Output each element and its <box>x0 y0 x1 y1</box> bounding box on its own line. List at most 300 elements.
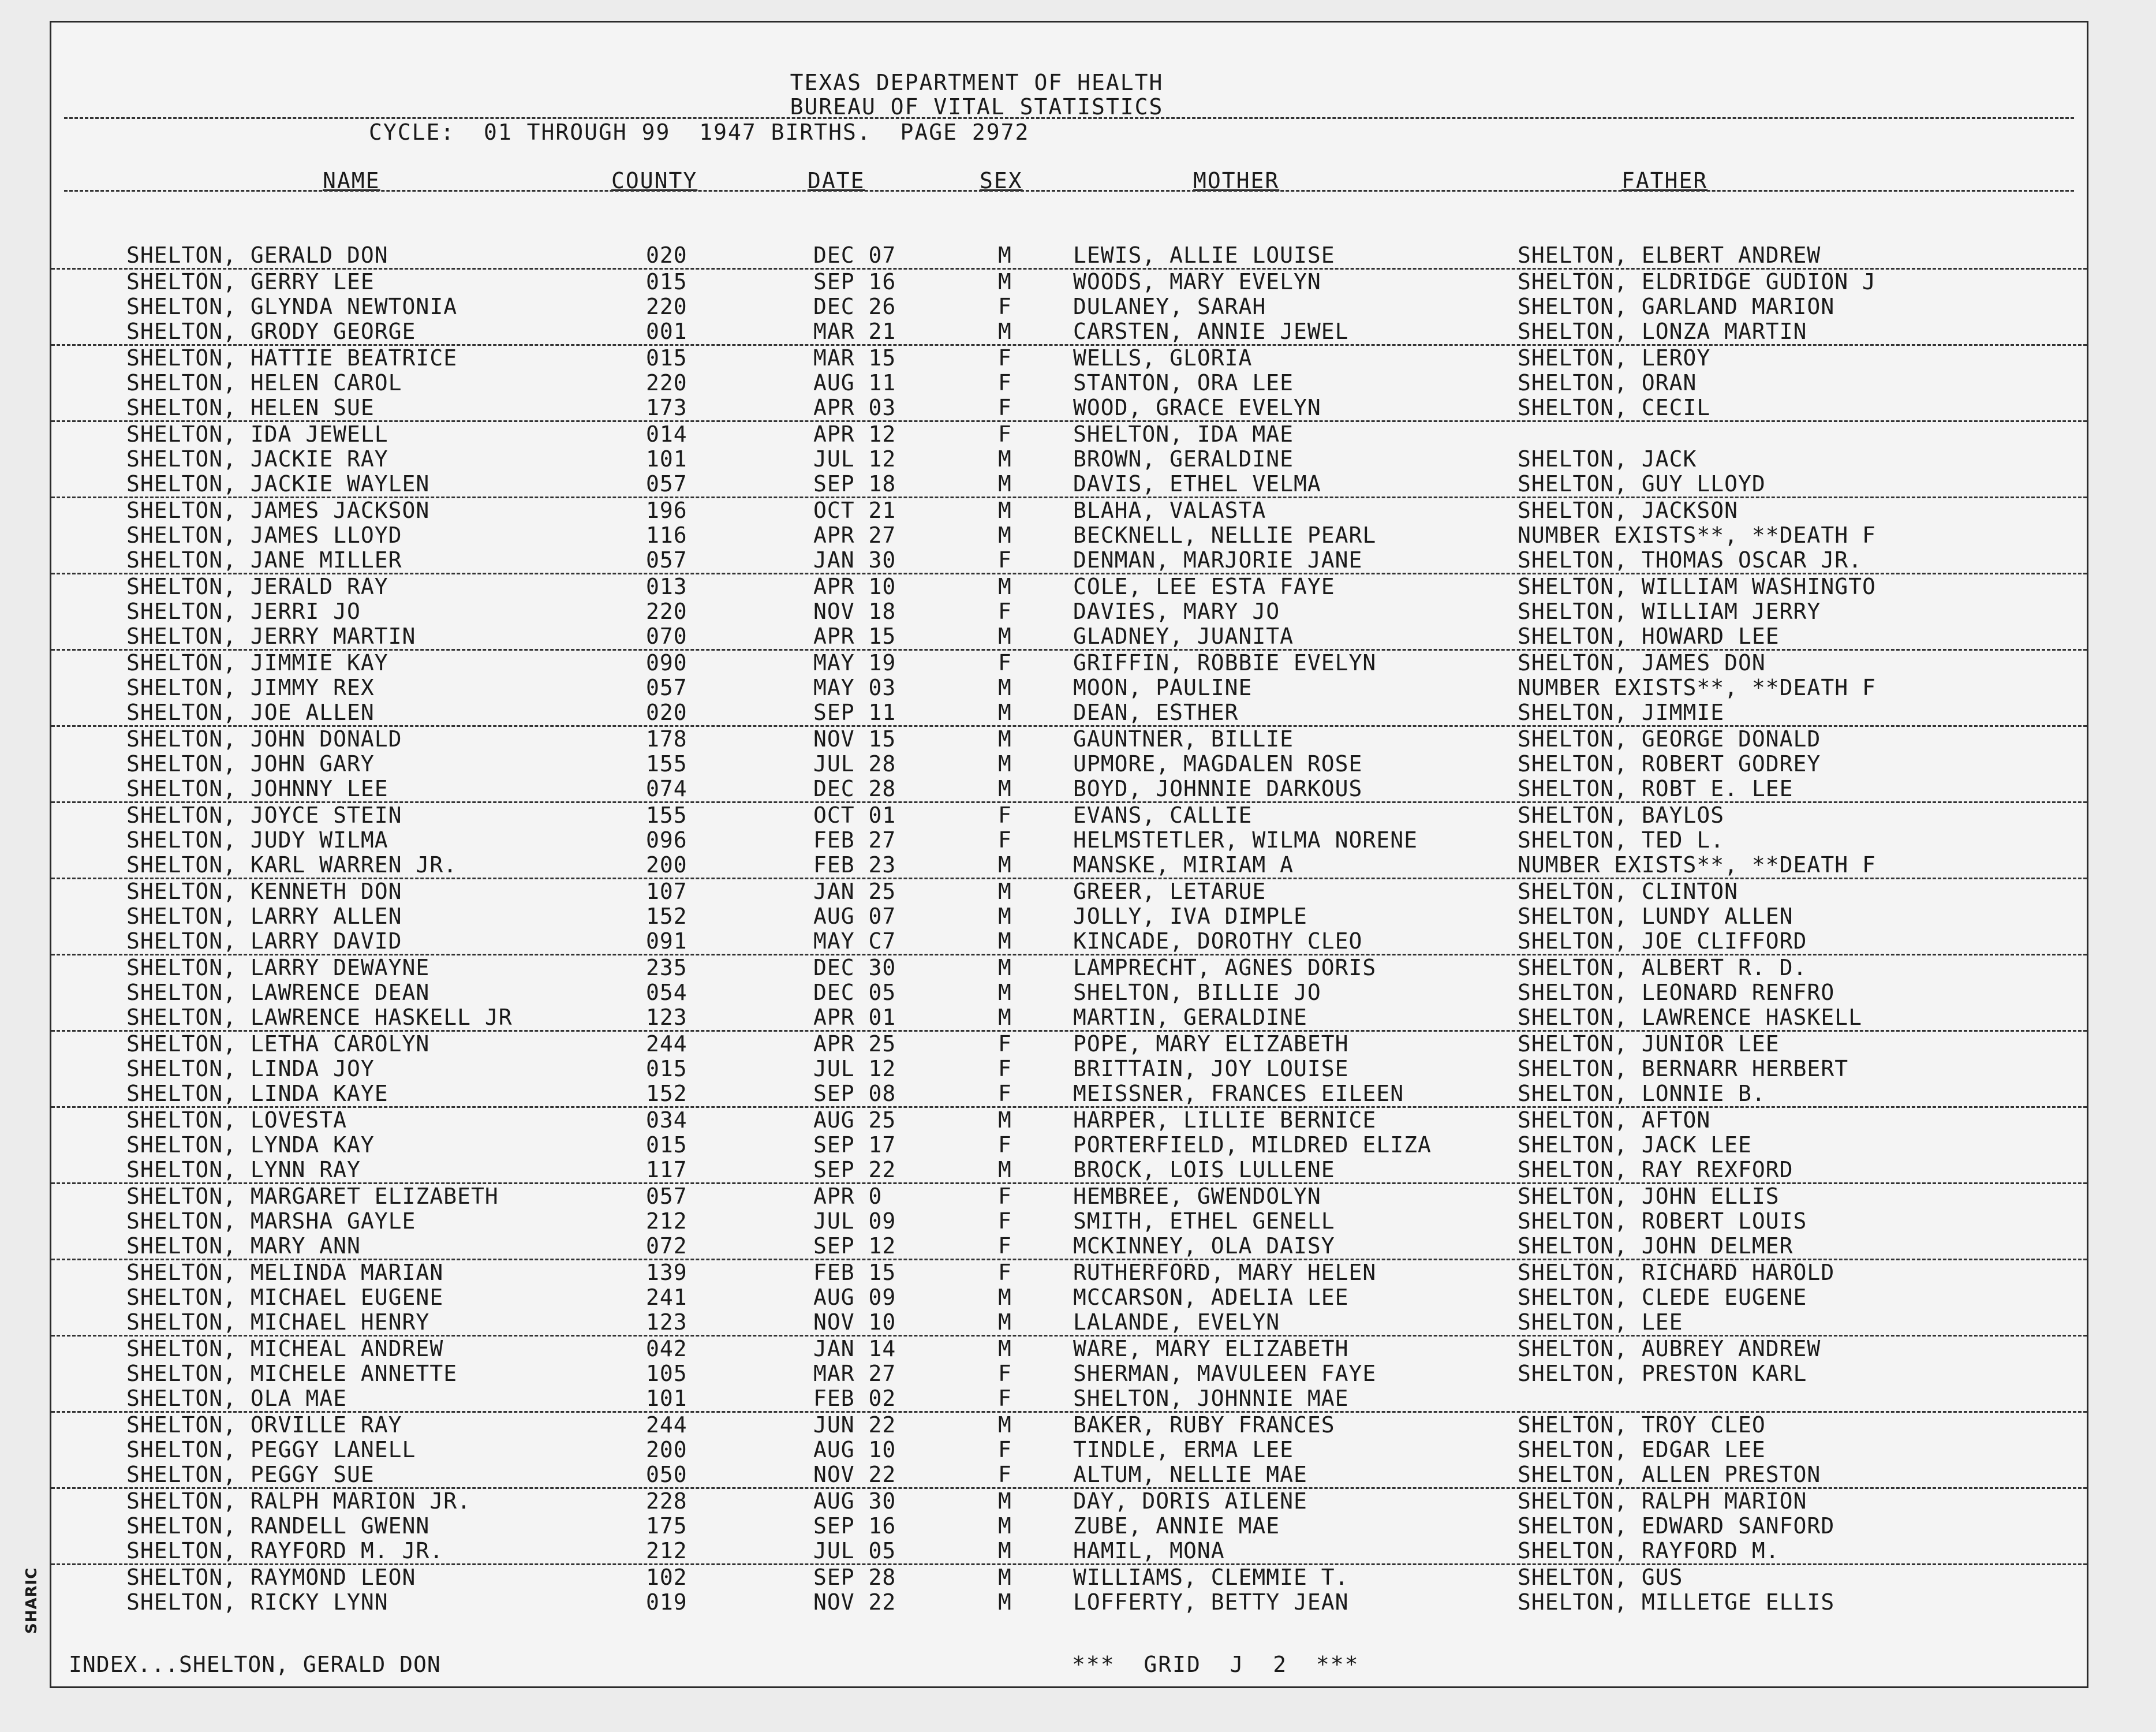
cell-county: 173 <box>646 395 687 420</box>
table-row <box>51 548 2087 574</box>
cell-date: APR 03 <box>813 395 896 420</box>
cell-father: SHELTON, AFTON <box>1518 1107 1711 1133</box>
cell-name: SHELTON, JACKIE WAYLEN <box>126 471 430 497</box>
cell-sex: M <box>998 1336 1012 1361</box>
table-row <box>51 346 2087 371</box>
cell-name: SHELTON, MICHAEL EUGENE <box>126 1285 444 1310</box>
cell-sex: F <box>998 802 1012 828</box>
cell-mother: WELLS, GLORIA <box>1073 345 1253 371</box>
cell-father: SHELTON, LEE <box>1518 1309 1683 1335</box>
cell-name: SHELTON, JOE ALLEN <box>126 700 375 725</box>
cell-sex: F <box>998 1386 1012 1411</box>
cell-father: SHELTON, RICHARD HAROLD <box>1518 1260 1835 1285</box>
cell-mother: CARSTEN, ANNIE JEWEL <box>1073 319 1349 344</box>
cell-mother: DEAN, ESTHER <box>1073 700 1239 725</box>
cell-date: NOV 15 <box>813 726 896 752</box>
cell-mother: SHELTON, IDA MAE <box>1073 421 1294 447</box>
cell-name: SHELTON, RICKY LYNN <box>126 1589 388 1615</box>
cell-date: DEC 30 <box>813 955 896 980</box>
table-row <box>51 243 2087 270</box>
table-row <box>51 422 2087 447</box>
bureau-title: BUREAU OF VITAL STATISTICS <box>790 94 1164 120</box>
cell-county: 057 <box>646 1184 687 1209</box>
cell-sex: F <box>998 827 1012 853</box>
cell-name: SHELTON, RALPH MARION JR. <box>126 1488 471 1514</box>
table-row <box>51 803 2087 828</box>
table-row <box>51 1081 2087 1108</box>
cell-mother: SHERMAN, MAVULEEN FAYE <box>1073 1361 1377 1386</box>
cell-father: SHELTON, GARLAND MARION <box>1518 294 1835 319</box>
cell-date: JUL 28 <box>813 751 896 777</box>
table-row <box>51 929 2087 955</box>
table-row <box>51 1337 2087 1361</box>
cell-mother: SHELTON, JOHNNIE MAE <box>1073 1386 1349 1411</box>
cell-date: SEP 16 <box>813 269 896 294</box>
cell-county: 074 <box>646 776 687 801</box>
table-row <box>51 879 2087 904</box>
cell-mother: BOYD, JOHNNIE DARKOUS <box>1073 776 1363 801</box>
cell-date: FEB 15 <box>813 1260 896 1285</box>
cell-county: 152 <box>646 1081 687 1106</box>
cycle-line: CYCLE: 01 THROUGH 99 1947 BIRTHS. PAGE 2972 <box>369 120 1030 145</box>
cell-date: SEP 11 <box>813 700 896 725</box>
cell-date: APR 25 <box>813 1031 896 1057</box>
cell-sex: M <box>998 1157 1012 1182</box>
cell-county: 057 <box>646 547 687 573</box>
cell-date: JAN 14 <box>813 1336 896 1361</box>
cell-mother: KINCADE, DOROTHY CLEO <box>1073 928 1363 954</box>
cell-father: SHELTON, RAYFORD M. <box>1518 1538 1780 1563</box>
cell-father: SHELTON, AUBREY ANDREW <box>1518 1336 1821 1361</box>
cell-name: SHELTON, LOVESTA <box>126 1107 347 1133</box>
cell-mother: MEISSNER, FRANCES EILEEN <box>1073 1081 1404 1106</box>
cell-sex: M <box>998 776 1012 801</box>
table-row <box>51 1413 2087 1438</box>
cell-date: SEP 28 <box>813 1565 896 1590</box>
cell-date: NOV 10 <box>813 1309 896 1335</box>
cell-mother: ALTUM, NELLIE MAE <box>1073 1462 1307 1487</box>
cell-sex: M <box>998 446 1012 472</box>
table-row <box>51 1386 2087 1413</box>
cell-name: SHELTON, MELINDA MARIAN <box>126 1260 444 1285</box>
cell-mother: RUTHERFORD, MARY HELEN <box>1073 1260 1377 1285</box>
index-label: INDEX...SHELTON, GERALD DON <box>69 1652 441 1677</box>
cell-father: SHELTON, LEROY <box>1518 345 1711 371</box>
cell-date: DEC 28 <box>813 776 896 801</box>
cell-name: SHELTON, JIMMIE KAY <box>126 650 388 675</box>
table-row <box>51 624 2087 651</box>
cell-sex: M <box>998 574 1012 599</box>
table-row <box>51 498 2087 523</box>
cell-sex: M <box>998 1412 1012 1438</box>
cell-date: AUG 25 <box>813 1107 896 1133</box>
cell-county: 019 <box>646 1589 687 1615</box>
cell-name: SHELTON, MARSHA GAYLE <box>126 1208 416 1234</box>
table-row <box>51 294 2087 319</box>
cell-name: SHELTON, HATTIE BEATRICE <box>126 345 458 371</box>
cell-name: SHELTON, OLA MAE <box>126 1386 347 1411</box>
cell-county: 015 <box>646 269 687 294</box>
cell-name: SHELTON, JUDY WILMA <box>126 827 388 853</box>
cell-sex: F <box>998 1462 1012 1487</box>
cell-sex: M <box>998 1107 1012 1133</box>
cell-name: SHELTON, JOHN GARY <box>126 751 375 777</box>
cell-sex: M <box>998 700 1012 725</box>
cell-father: SHELTON, GUS <box>1518 1565 1683 1590</box>
cell-date: APR 27 <box>813 522 896 548</box>
cell-father: SHELTON, WILLIAM JERRY <box>1518 599 1821 624</box>
cell-county: 072 <box>646 1233 687 1259</box>
cell-sex: M <box>998 928 1012 954</box>
cell-mother: DENMAN, MARJORIE JANE <box>1073 547 1363 573</box>
cell-name: SHELTON, MICHELE ANNETTE <box>126 1361 458 1386</box>
cell-name: SHELTON, IDA JEWELL <box>126 421 388 447</box>
cell-mother: BROWN, GERALDINE <box>1073 446 1294 472</box>
cell-sex: M <box>998 269 1012 294</box>
cell-father: SHELTON, JACK <box>1518 446 1697 472</box>
cell-sex: F <box>998 1031 1012 1057</box>
cell-sex: M <box>998 624 1012 649</box>
cell-sex: M <box>998 1285 1012 1310</box>
cell-date: AUG 09 <box>813 1285 896 1310</box>
cell-date: SEP 16 <box>813 1513 896 1539</box>
cell-date: FEB 23 <box>813 852 896 878</box>
cell-mother: HEMBREE, GWENDOLYN <box>1073 1184 1321 1209</box>
cell-sex: M <box>998 522 1012 548</box>
department-title: TEXAS DEPARTMENT OF HEALTH <box>790 70 1164 95</box>
header-divider <box>64 117 2074 119</box>
cell-name: SHELTON, LYNDA KAY <box>126 1132 375 1158</box>
cell-father: SHELTON, JIMMIE <box>1518 700 1725 725</box>
cell-father: SHELTON, JAMES DON <box>1518 650 1766 675</box>
cell-father: NUMBER EXISTS**, **DEATH F <box>1518 675 1876 700</box>
table-row <box>51 1590 2087 1615</box>
cell-date: NOV 18 <box>813 599 896 624</box>
cell-sex: F <box>998 1437 1012 1462</box>
cell-mother: LEWIS, ALLIE LOUISE <box>1073 242 1335 268</box>
cell-name: SHELTON, LINDA KAYE <box>126 1081 388 1106</box>
cell-county: 200 <box>646 852 687 878</box>
cell-sex: M <box>998 1488 1012 1514</box>
cell-date: JAN 30 <box>813 547 896 573</box>
cell-date: OCT 01 <box>813 802 896 828</box>
cell-sex: M <box>998 498 1012 523</box>
cell-date: AUG 10 <box>813 1437 896 1462</box>
cell-mother: LOFFERTY, BETTY JEAN <box>1073 1589 1349 1615</box>
cell-father: SHELTON, LAWRENCE HASKELL <box>1518 1005 1862 1030</box>
cell-county: 034 <box>646 1107 687 1133</box>
cell-name: SHELTON, LETHA CAROLYN <box>126 1031 430 1057</box>
cell-father: SHELTON, EDWARD SANFORD <box>1518 1513 1835 1539</box>
cell-name: SHELTON, MICHAEL HENRY <box>126 1309 430 1335</box>
record-page <box>50 21 2088 1688</box>
cell-date: SEP 17 <box>813 1132 896 1158</box>
column-header-divider <box>64 190 2074 192</box>
cell-county: 212 <box>646 1208 687 1234</box>
cell-sex: M <box>998 980 1012 1005</box>
cell-date: APR 12 <box>813 421 896 447</box>
table-row <box>51 319 2087 346</box>
cell-mother: BRITTAIN, JOY LOUISE <box>1073 1056 1349 1081</box>
cell-name: SHELTON, JOHNNY LEE <box>126 776 388 801</box>
cell-name: SHELTON, RAYMOND LEON <box>126 1565 416 1590</box>
table-row <box>51 1565 2087 1590</box>
table-row <box>51 1133 2087 1158</box>
cell-county: 123 <box>646 1309 687 1335</box>
cell-sex: F <box>998 370 1012 395</box>
cell-name: SHELTON, GERRY LEE <box>126 269 375 294</box>
table-row <box>51 395 2087 422</box>
cell-mother: JOLLY, IVA DIMPLE <box>1073 904 1307 929</box>
cell-county: 013 <box>646 574 687 599</box>
cell-mother: MOON, PAULINE <box>1073 675 1253 700</box>
cell-sex: F <box>998 1132 1012 1158</box>
cell-sex: M <box>998 1309 1012 1335</box>
column-header-father: FATHER <box>1621 168 1708 193</box>
cell-name: SHELTON, JERRI JO <box>126 599 361 624</box>
cell-date: JUL 09 <box>813 1208 896 1234</box>
cell-sex: M <box>998 904 1012 929</box>
cell-date: MAY C7 <box>813 928 896 954</box>
cell-father: SHELTON, JACKSON <box>1518 498 1739 523</box>
cell-mother: MARTIN, GERALDINE <box>1073 1005 1307 1030</box>
cell-name: SHELTON, JOHN DONALD <box>126 726 402 752</box>
cell-sex: M <box>998 726 1012 752</box>
cell-county: 102 <box>646 1565 687 1590</box>
cell-date: SEP 12 <box>813 1233 896 1259</box>
cell-name: SHELTON, LARRY DAVID <box>126 928 402 954</box>
cell-name: SHELTON, HELEN SUE <box>126 395 375 420</box>
table-row <box>51 1260 2087 1285</box>
table-row <box>51 523 2087 548</box>
cell-sex: M <box>998 675 1012 700</box>
cell-sex: F <box>998 421 1012 447</box>
cell-date: NOV 22 <box>813 1462 896 1487</box>
cell-county: 228 <box>646 1488 687 1514</box>
cell-sex: F <box>998 599 1012 624</box>
cell-county: 101 <box>646 446 687 472</box>
column-header-mother: MOTHER <box>1193 168 1280 193</box>
cell-sex: M <box>998 242 1012 268</box>
table-row <box>51 752 2087 777</box>
table-row <box>51 1108 2087 1133</box>
cell-county: 152 <box>646 904 687 929</box>
cell-name: SHELTON, LAWRENCE DEAN <box>126 980 430 1005</box>
cell-sex: M <box>998 471 1012 497</box>
table-row <box>51 1158 2087 1184</box>
cell-father: SHELTON, WILLIAM WASHINGTO <box>1518 574 1876 599</box>
cell-name: SHELTON, PEGGY LANELL <box>126 1437 416 1462</box>
cell-date: SEP 18 <box>813 471 896 497</box>
cell-sex: F <box>998 1233 1012 1259</box>
cell-sex: M <box>998 1538 1012 1563</box>
cell-county: 015 <box>646 345 687 371</box>
cell-father: SHELTON, CLEDE EUGENE <box>1518 1285 1807 1310</box>
cell-father: SHELTON, TROY CLEO <box>1518 1412 1766 1438</box>
cell-name: SHELTON, ORVILLE RAY <box>126 1412 402 1438</box>
cell-sex: F <box>998 1184 1012 1209</box>
cell-county: 091 <box>646 928 687 954</box>
cell-date: JUN 22 <box>813 1412 896 1438</box>
cell-mother: WILLIAMS, CLEMMIE T. <box>1073 1565 1349 1590</box>
cell-father: SHELTON, PRESTON KARL <box>1518 1361 1807 1386</box>
table-row <box>51 574 2087 599</box>
cell-date: APR 10 <box>813 574 896 599</box>
table-row <box>51 1539 2087 1565</box>
cell-mother: TINDLE, ERMA LEE <box>1073 1437 1294 1462</box>
cell-mother: HELMSTETLER, WILMA NORENE <box>1073 827 1418 853</box>
table-row <box>51 371 2087 395</box>
cell-sex: M <box>998 1005 1012 1030</box>
cell-mother: GRIFFIN, ROBBIE EVELYN <box>1073 650 1377 675</box>
cell-name: SHELTON, JERALD RAY <box>126 574 388 599</box>
cell-name: SHELTON, PEGGY SUE <box>126 1462 375 1487</box>
cell-county: 212 <box>646 1538 687 1563</box>
cell-mother: LAMPRECHT, AGNES DORIS <box>1073 955 1377 980</box>
cell-father: SHELTON, ALBERT R. D. <box>1518 955 1807 980</box>
cell-county: 244 <box>646 1412 687 1438</box>
cell-name: SHELTON, JANE MILLER <box>126 547 402 573</box>
cell-date: MAY 03 <box>813 675 896 700</box>
cell-county: 001 <box>646 319 687 344</box>
cell-date: AUG 11 <box>813 370 896 395</box>
cell-father: SHELTON, ELDRIDGE GUDION J <box>1518 269 1876 294</box>
cell-father: SHELTON, LEONARD RENFRO <box>1518 980 1835 1005</box>
cell-name: SHELTON, RAYFORD M. JR. <box>126 1538 444 1563</box>
cell-date: DEC 05 <box>813 980 896 1005</box>
cell-sex: M <box>998 852 1012 878</box>
cell-county: 090 <box>646 650 687 675</box>
cell-name: SHELTON, GRODY GEORGE <box>126 319 416 344</box>
table-row <box>51 675 2087 700</box>
cell-county: 116 <box>646 522 687 548</box>
cell-county: 042 <box>646 1336 687 1361</box>
table-row <box>51 1361 2087 1386</box>
column-header-date: DATE <box>808 168 865 193</box>
cell-date: NOV 22 <box>813 1589 896 1615</box>
cell-mother: GAUNTNER, BILLIE <box>1073 726 1294 752</box>
cell-father: SHELTON, BAYLOS <box>1518 802 1725 828</box>
table-row <box>51 1438 2087 1462</box>
cell-mother: WARE, MARY ELIZABETH <box>1073 1336 1349 1361</box>
cell-father: SHELTON, RALPH MARION <box>1518 1488 1807 1514</box>
cell-sex: M <box>998 319 1012 344</box>
cell-county: 200 <box>646 1437 687 1462</box>
cell-date: FEB 27 <box>813 827 896 853</box>
column-header-name: NAME <box>323 168 380 193</box>
cell-date: JUL 12 <box>813 1056 896 1081</box>
table-row <box>51 447 2087 472</box>
cell-father: SHELTON, CECIL <box>1518 395 1711 420</box>
cell-sex: M <box>998 1513 1012 1539</box>
cell-county: 015 <box>646 1056 687 1081</box>
cell-date: APR 15 <box>813 624 896 649</box>
cell-mother: DAVIES, MARY JO <box>1073 599 1280 624</box>
cell-mother: DULANEY, SARAH <box>1073 294 1266 319</box>
cell-name: SHELTON, JACKIE RAY <box>126 446 388 472</box>
table-row <box>51 828 2087 853</box>
cell-county: 050 <box>646 1462 687 1487</box>
table-row <box>51 727 2087 752</box>
cell-father: SHELTON, ROBERT GODREY <box>1518 751 1821 777</box>
cell-name: SHELTON, LYNN RAY <box>126 1157 361 1182</box>
cell-father: SHELTON, EDGAR LEE <box>1518 1437 1766 1462</box>
table-row <box>51 270 2087 294</box>
cell-mother: COLE, LEE ESTA FAYE <box>1073 574 1335 599</box>
cell-mother: SHELTON, BILLIE JO <box>1073 980 1321 1005</box>
cell-sex: F <box>998 1260 1012 1285</box>
cell-father: SHELTON, ROBERT LOUIS <box>1518 1208 1807 1234</box>
cell-name: SHELTON, LAWRENCE HASKELL JR <box>126 1005 513 1030</box>
cell-county: 220 <box>646 599 687 624</box>
cell-father: SHELTON, RAY REXFORD <box>1518 1157 1793 1182</box>
table-row <box>51 700 2087 727</box>
table-row <box>51 1514 2087 1539</box>
cell-name: SHELTON, LINDA JOY <box>126 1056 375 1081</box>
cell-father: SHELTON, JOHN DELMER <box>1518 1233 1793 1259</box>
cell-name: SHELTON, JIMMY REX <box>126 675 375 700</box>
cell-name: SHELTON, MARY ANN <box>126 1233 361 1259</box>
cell-county: 107 <box>646 879 687 904</box>
cell-father: SHELTON, MILLETGE ELLIS <box>1518 1589 1835 1615</box>
cell-mother: DAVIS, ETHEL VELMA <box>1073 471 1321 497</box>
operator-stamp: SHARIC <box>23 1567 40 1634</box>
cell-mother: ZUBE, ANNIE MAE <box>1073 1513 1280 1539</box>
cell-date: APR 0 <box>813 1184 883 1209</box>
cell-mother: PORTERFIELD, MILDRED ELIZA <box>1073 1132 1432 1158</box>
cell-name: SHELTON, LARRY DEWAYNE <box>126 955 430 980</box>
cell-mother: WOODS, MARY EVELYN <box>1073 269 1321 294</box>
cell-father: SHELTON, JACK LEE <box>1518 1132 1752 1158</box>
cell-father: SHELTON, GUY LLOYD <box>1518 471 1766 497</box>
cell-father: SHELTON, ORAN <box>1518 370 1697 395</box>
cell-county: 220 <box>646 370 687 395</box>
cell-mother: BLAHA, VALASTA <box>1073 498 1266 523</box>
table-row <box>51 1285 2087 1310</box>
cell-father: SHELTON, BERNARR HERBERT <box>1518 1056 1849 1081</box>
cell-father: SHELTON, JOHN ELLIS <box>1518 1184 1780 1209</box>
column-header-sex: SEX <box>980 168 1023 193</box>
cell-name: SHELTON, JAMES LLOYD <box>126 522 402 548</box>
cell-county: 105 <box>646 1361 687 1386</box>
cell-county: 057 <box>646 675 687 700</box>
cell-name: SHELTON, HELEN CAROL <box>126 370 402 395</box>
cell-sex: M <box>998 751 1012 777</box>
cell-mother: MCCARSON, ADELIA LEE <box>1073 1285 1349 1310</box>
cell-county: 020 <box>646 242 687 268</box>
cell-county: 015 <box>646 1132 687 1158</box>
cell-sex: F <box>998 547 1012 573</box>
cell-county: 175 <box>646 1513 687 1539</box>
cell-mother: LALANDE, EVELYN <box>1073 1309 1280 1335</box>
cell-mother: WOOD, GRACE EVELYN <box>1073 395 1321 420</box>
cell-date: JUL 12 <box>813 446 896 472</box>
table-row <box>51 955 2087 980</box>
cell-mother: UPMORE, MAGDALEN ROSE <box>1073 751 1363 777</box>
cell-name: SHELTON, JAMES JACKSON <box>126 498 430 523</box>
cell-mother: DAY, DORIS AILENE <box>1073 1488 1307 1514</box>
cell-father: SHELTON, HOWARD LEE <box>1518 624 1780 649</box>
cell-sex: M <box>998 1589 1012 1615</box>
cell-county: 070 <box>646 624 687 649</box>
table-row <box>51 1489 2087 1514</box>
cell-county: 244 <box>646 1031 687 1057</box>
cell-father: SHELTON, CLINTON <box>1518 879 1739 904</box>
cell-sex: F <box>998 345 1012 371</box>
table-row <box>51 1005 2087 1032</box>
cell-name: SHELTON, LARRY ALLEN <box>126 904 402 929</box>
cell-date: DEC 07 <box>813 242 896 268</box>
